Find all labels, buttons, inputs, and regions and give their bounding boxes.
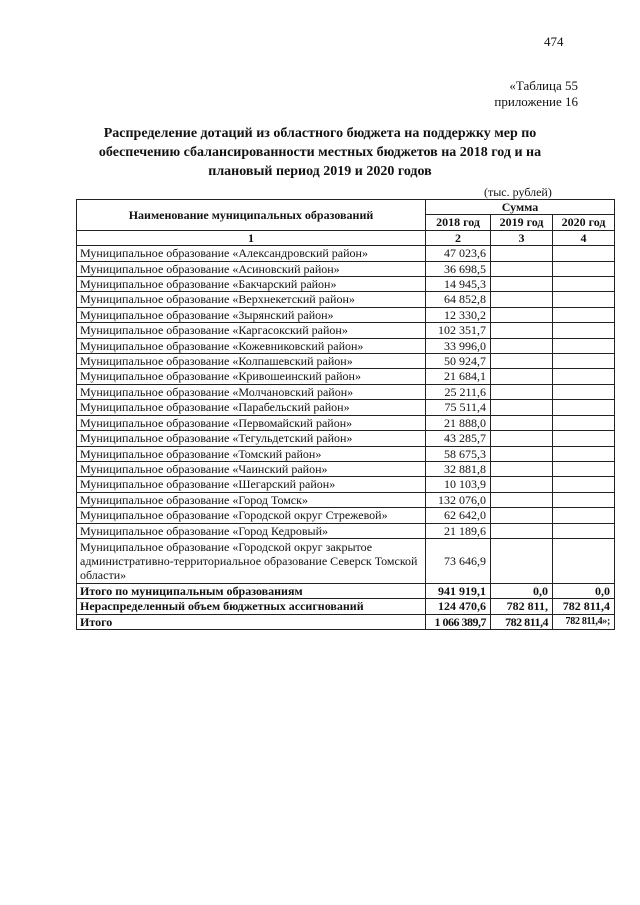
municipality-name-cell: Муниципальное образование «Колпашевский район»: [77, 354, 426, 369]
document-title: [60, 124, 580, 181]
table-totals: [77, 583, 615, 629]
table-row: [77, 323, 615, 338]
amount-2020-cell: [553, 338, 615, 353]
municipality-name-cell: Муниципальное образование «Бакчарский район»: [77, 277, 426, 292]
municipality-name-cell: Муниципальное образование «Молчановский район»: [77, 384, 426, 399]
amount-2018-cell: 21 888,0: [426, 415, 491, 430]
municipality-name-cell: Муниципальное образование «Верхнекетский район»: [77, 292, 426, 307]
amount-2018-cell: 25 211,6: [426, 384, 491, 399]
table-row: [77, 277, 615, 292]
title-line-3: плановый период 2019 и 2020 годов: [208, 164, 432, 179]
amount-2019-cell: [491, 277, 553, 292]
amount-2019-cell: [491, 384, 553, 399]
amount-2018-cell: 102 351,7: [426, 323, 491, 338]
amount-2019-cell: [491, 477, 553, 492]
amount-2020-cell: [553, 461, 615, 476]
total-2018-cell: 124 470,6: [426, 599, 491, 614]
amount-2020-cell: [553, 354, 615, 369]
title-line-2: обеспечению сбалансированности местных бюджетов на 2018 год и на: [98, 145, 542, 160]
amount-2019-cell: [491, 369, 553, 384]
amount-2020-cell: [553, 508, 615, 523]
table-row: [77, 292, 615, 307]
municipality-name-cell: Муниципальное образование «Город Томск»: [77, 492, 426, 507]
amount-2019-cell: [491, 415, 553, 430]
amount-2018-cell: 132 076,0: [426, 492, 491, 507]
amount-2020-cell: [553, 400, 615, 415]
amount-2020-cell: [553, 292, 615, 307]
amount-2019-cell: [491, 523, 553, 538]
amount-2020-cell: [553, 369, 615, 384]
municipality-name-cell: Муниципальное образование «Асиновский район»: [77, 261, 426, 276]
amount-2020-cell: [553, 492, 615, 507]
table-row: [77, 492, 615, 507]
table-row: [77, 523, 615, 538]
table-row: [77, 246, 615, 261]
amount-2018-cell: 75 511,4: [426, 400, 491, 415]
amount-2019-cell: [491, 538, 553, 583]
column-numbers-row: [77, 230, 615, 245]
amount-2018-cell: 21 684,1: [426, 369, 491, 384]
amount-2020-cell: [553, 538, 615, 583]
municipality-name-cell: Муниципальное образование «Шегарский район»: [77, 477, 426, 492]
municipality-name-cell: Муниципальное образование «Парабельский район»: [77, 400, 426, 415]
total-2018-cell: 941 919,1: [426, 583, 491, 598]
table-reference: [494, 78, 578, 110]
amount-2019-cell: [491, 508, 553, 523]
amount-2019-cell: [491, 323, 553, 338]
col-number-1: 1: [77, 230, 426, 245]
table-row: [77, 307, 615, 322]
total-2020-cell: 782 811,4: [553, 599, 615, 614]
total-2019-cell: 782 811,: [491, 599, 553, 614]
page-number: 474: [544, 34, 564, 49]
amount-2019-cell: [491, 246, 553, 261]
table-row: [77, 338, 615, 353]
municipality-name-cell: Муниципальное образование «Город Кедровый»: [77, 523, 426, 538]
municipality-name-cell: Муниципальное образование «Тегульдетский район»: [77, 431, 426, 446]
table-row: [77, 369, 615, 384]
municipality-name-cell: Муниципальное образование «Томский район»: [77, 446, 426, 461]
amount-2019-cell: [491, 354, 553, 369]
amount-2019-cell: [491, 307, 553, 322]
table-row: [77, 400, 615, 415]
table-row: [77, 508, 615, 523]
col-number-2: 2: [426, 230, 491, 245]
amount-2018-cell: 10 103,9: [426, 477, 491, 492]
amount-2020-cell: [553, 415, 615, 430]
amount-2018-cell: 62 642,0: [426, 508, 491, 523]
amount-2019-cell: [491, 338, 553, 353]
municipality-name-cell: Муниципальное образование «Александровский район»: [77, 246, 426, 261]
subsidy-table: [76, 199, 615, 630]
table-row: [77, 354, 615, 369]
amount-2018-cell: 73 646,9: [426, 538, 491, 583]
table-row: [77, 461, 615, 476]
title-line-1: Распределение дотаций из областного бюджета на поддержку мер по: [103, 126, 537, 141]
municipality-name-cell: Муниципальное образование «Городской округ закрытое административно-территориальное образование Северск Томской области»: [77, 538, 426, 583]
amount-2018-cell: 47 023,6: [426, 246, 491, 261]
total-label-cell: Итого по муниципальным образованиям: [77, 583, 426, 598]
amount-2018-cell: 50 924,7: [426, 354, 491, 369]
total-2018-cell: 1 066 389,7: [426, 614, 491, 629]
total-2020-cell: 0,0: [553, 583, 615, 598]
table-row: [77, 415, 615, 430]
grand-total-row: [77, 614, 615, 629]
amount-2019-cell: [491, 431, 553, 446]
appendix-label: приложение 16: [494, 94, 578, 109]
table-row: [77, 431, 615, 446]
col-number-3: 3: [491, 230, 553, 245]
total-municipal-row: [77, 583, 615, 598]
amount-2020-cell: [553, 523, 615, 538]
amount-2020-cell: [553, 446, 615, 461]
amount-2019-cell: [491, 461, 553, 476]
table-row: [77, 538, 615, 583]
table-row: [77, 261, 615, 276]
amount-2019-cell: [491, 261, 553, 276]
amount-2020-cell: [553, 384, 615, 399]
col-header-name: Наименование муниципальных образований: [77, 200, 426, 231]
amount-2018-cell: 14 945,3: [426, 277, 491, 292]
amount-2018-cell: 43 285,7: [426, 431, 491, 446]
amount-2018-cell: 36 698,5: [426, 261, 491, 276]
municipality-name-cell: Муниципальное образование «Первомайский район»: [77, 415, 426, 430]
amount-2018-cell: 58 675,3: [426, 446, 491, 461]
amount-2018-cell: 64 852,8: [426, 292, 491, 307]
total-label-cell: Нераспределенный объем бюджетных ассигнований: [77, 599, 426, 614]
amount-2019-cell: [491, 400, 553, 415]
total-2020-cell: 782 811,4»;: [553, 614, 615, 629]
col-header-sum: Сумма: [426, 200, 615, 215]
table-label: «Таблица 55: [509, 78, 578, 93]
col-number-4: 4: [553, 230, 615, 245]
municipality-name-cell: Муниципальное образование «Чаинский район»: [77, 461, 426, 476]
header-row-1: [77, 200, 615, 215]
table-body: [77, 246, 615, 584]
amount-2020-cell: [553, 431, 615, 446]
col-header-2019: 2019 год: [491, 215, 553, 230]
amount-2018-cell: 21 189,6: [426, 523, 491, 538]
amount-2018-cell: 33 996,0: [426, 338, 491, 353]
municipality-name-cell: Муниципальное образование «Кожевниковский район»: [77, 338, 426, 353]
amount-2020-cell: [553, 277, 615, 292]
municipality-name-cell: Муниципальное образование «Зырянский район»: [77, 307, 426, 322]
municipality-name-cell: Муниципальное образование «Кривошеинский район»: [77, 369, 426, 384]
col-header-2018: 2018 год: [426, 215, 491, 230]
amount-2019-cell: [491, 446, 553, 461]
total-2019-cell: 0,0: [491, 583, 553, 598]
amount-2018-cell: 32 881,8: [426, 461, 491, 476]
total-label-cell: Итого: [77, 614, 426, 629]
unallocated-row: [77, 599, 615, 614]
col-header-2020: 2020 год: [553, 215, 615, 230]
amount-2020-cell: [553, 261, 615, 276]
municipality-name-cell: Муниципальное образование «Городской округ Стрежевой»: [77, 508, 426, 523]
amount-2019-cell: [491, 292, 553, 307]
table-row: [77, 384, 615, 399]
units-label: (тыс. рублей): [484, 185, 552, 199]
municipality-name-cell: Муниципальное образование «Каргасокский район»: [77, 323, 426, 338]
table-row: [77, 446, 615, 461]
amount-2018-cell: 12 330,2: [426, 307, 491, 322]
total-2019-cell: 782 811,4: [491, 614, 553, 629]
amount-2019-cell: [491, 492, 553, 507]
amount-2020-cell: [553, 477, 615, 492]
amount-2020-cell: [553, 246, 615, 261]
amount-2020-cell: [553, 323, 615, 338]
table-row: [77, 477, 615, 492]
amount-2020-cell: [553, 307, 615, 322]
